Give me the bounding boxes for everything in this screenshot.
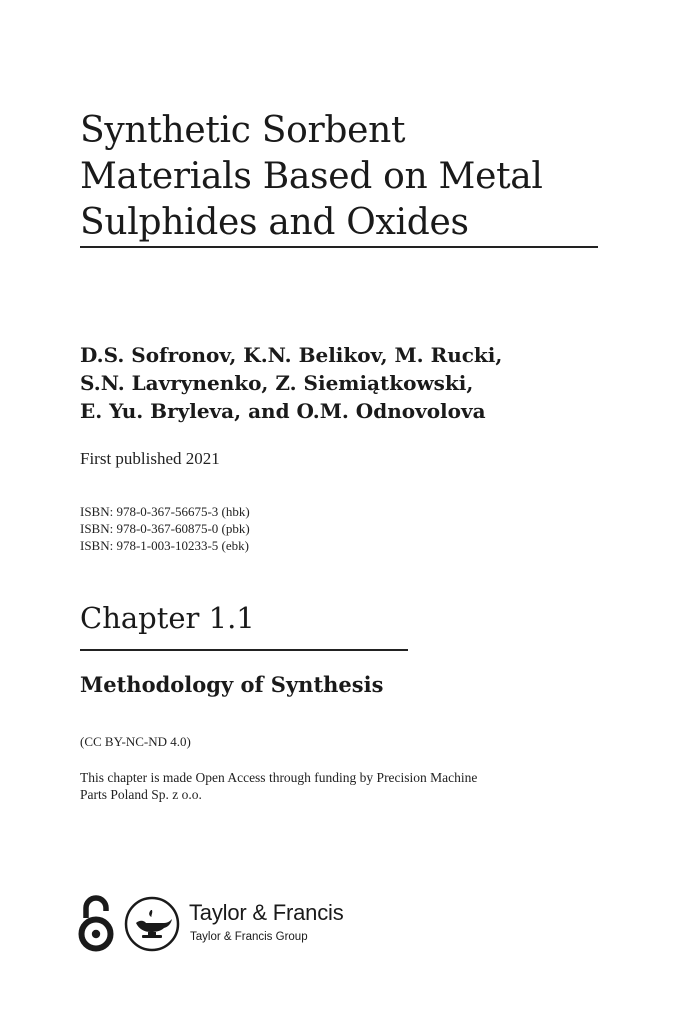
book-title-line: Synthetic Sorbent bbox=[80, 110, 406, 151]
open-access-note-line: Parts Poland Sp. z o.o. bbox=[80, 787, 202, 802]
taylor-francis-lamp-logo bbox=[124, 896, 180, 952]
open-access-note-line: This chapter is made Open Access through funding by Precision Machine bbox=[80, 770, 478, 785]
open-access-lock-icon bbox=[78, 894, 114, 952]
author-line: D.S. Sofronov, K.N. Belikov, M. Rucki, bbox=[80, 343, 503, 367]
chapter-divider bbox=[80, 649, 408, 651]
first-published-note: First published 2021 bbox=[80, 449, 220, 468]
publisher-group: Taylor & Francis Group bbox=[190, 931, 308, 943]
isbn-ebk: ISBN: 978-1-003-10233-5 (ebk) bbox=[80, 538, 249, 553]
publisher-name: Taylor & Francis bbox=[189, 900, 344, 925]
book-title-line: Materials Based on Metal bbox=[80, 156, 543, 197]
open-access-note bbox=[80, 769, 477, 803]
author-line: S.N. Lavrynenko, Z. Siemiątkowski, bbox=[80, 371, 474, 395]
isbn-pbk: ISBN: 978-0-367-60875-0 (pbk) bbox=[80, 521, 250, 536]
chapter-title: Methodology of Synthesis bbox=[80, 672, 384, 697]
book-title-line: Sulphides and Oxides bbox=[80, 202, 469, 243]
license-label: (CC BY-NC-ND 4.0) bbox=[80, 734, 191, 749]
author-line: E. Yu. Bryleva, and O.M. Odnovolova bbox=[80, 399, 486, 423]
title-divider bbox=[80, 246, 598, 248]
book-title bbox=[80, 108, 543, 246]
author-list bbox=[80, 341, 502, 425]
chapter-number: Chapter 1.1 bbox=[80, 601, 255, 635]
isbn-hbk: ISBN: 978-0-367-56675-3 (hbk) bbox=[80, 504, 250, 519]
isbn-list bbox=[80, 503, 250, 554]
